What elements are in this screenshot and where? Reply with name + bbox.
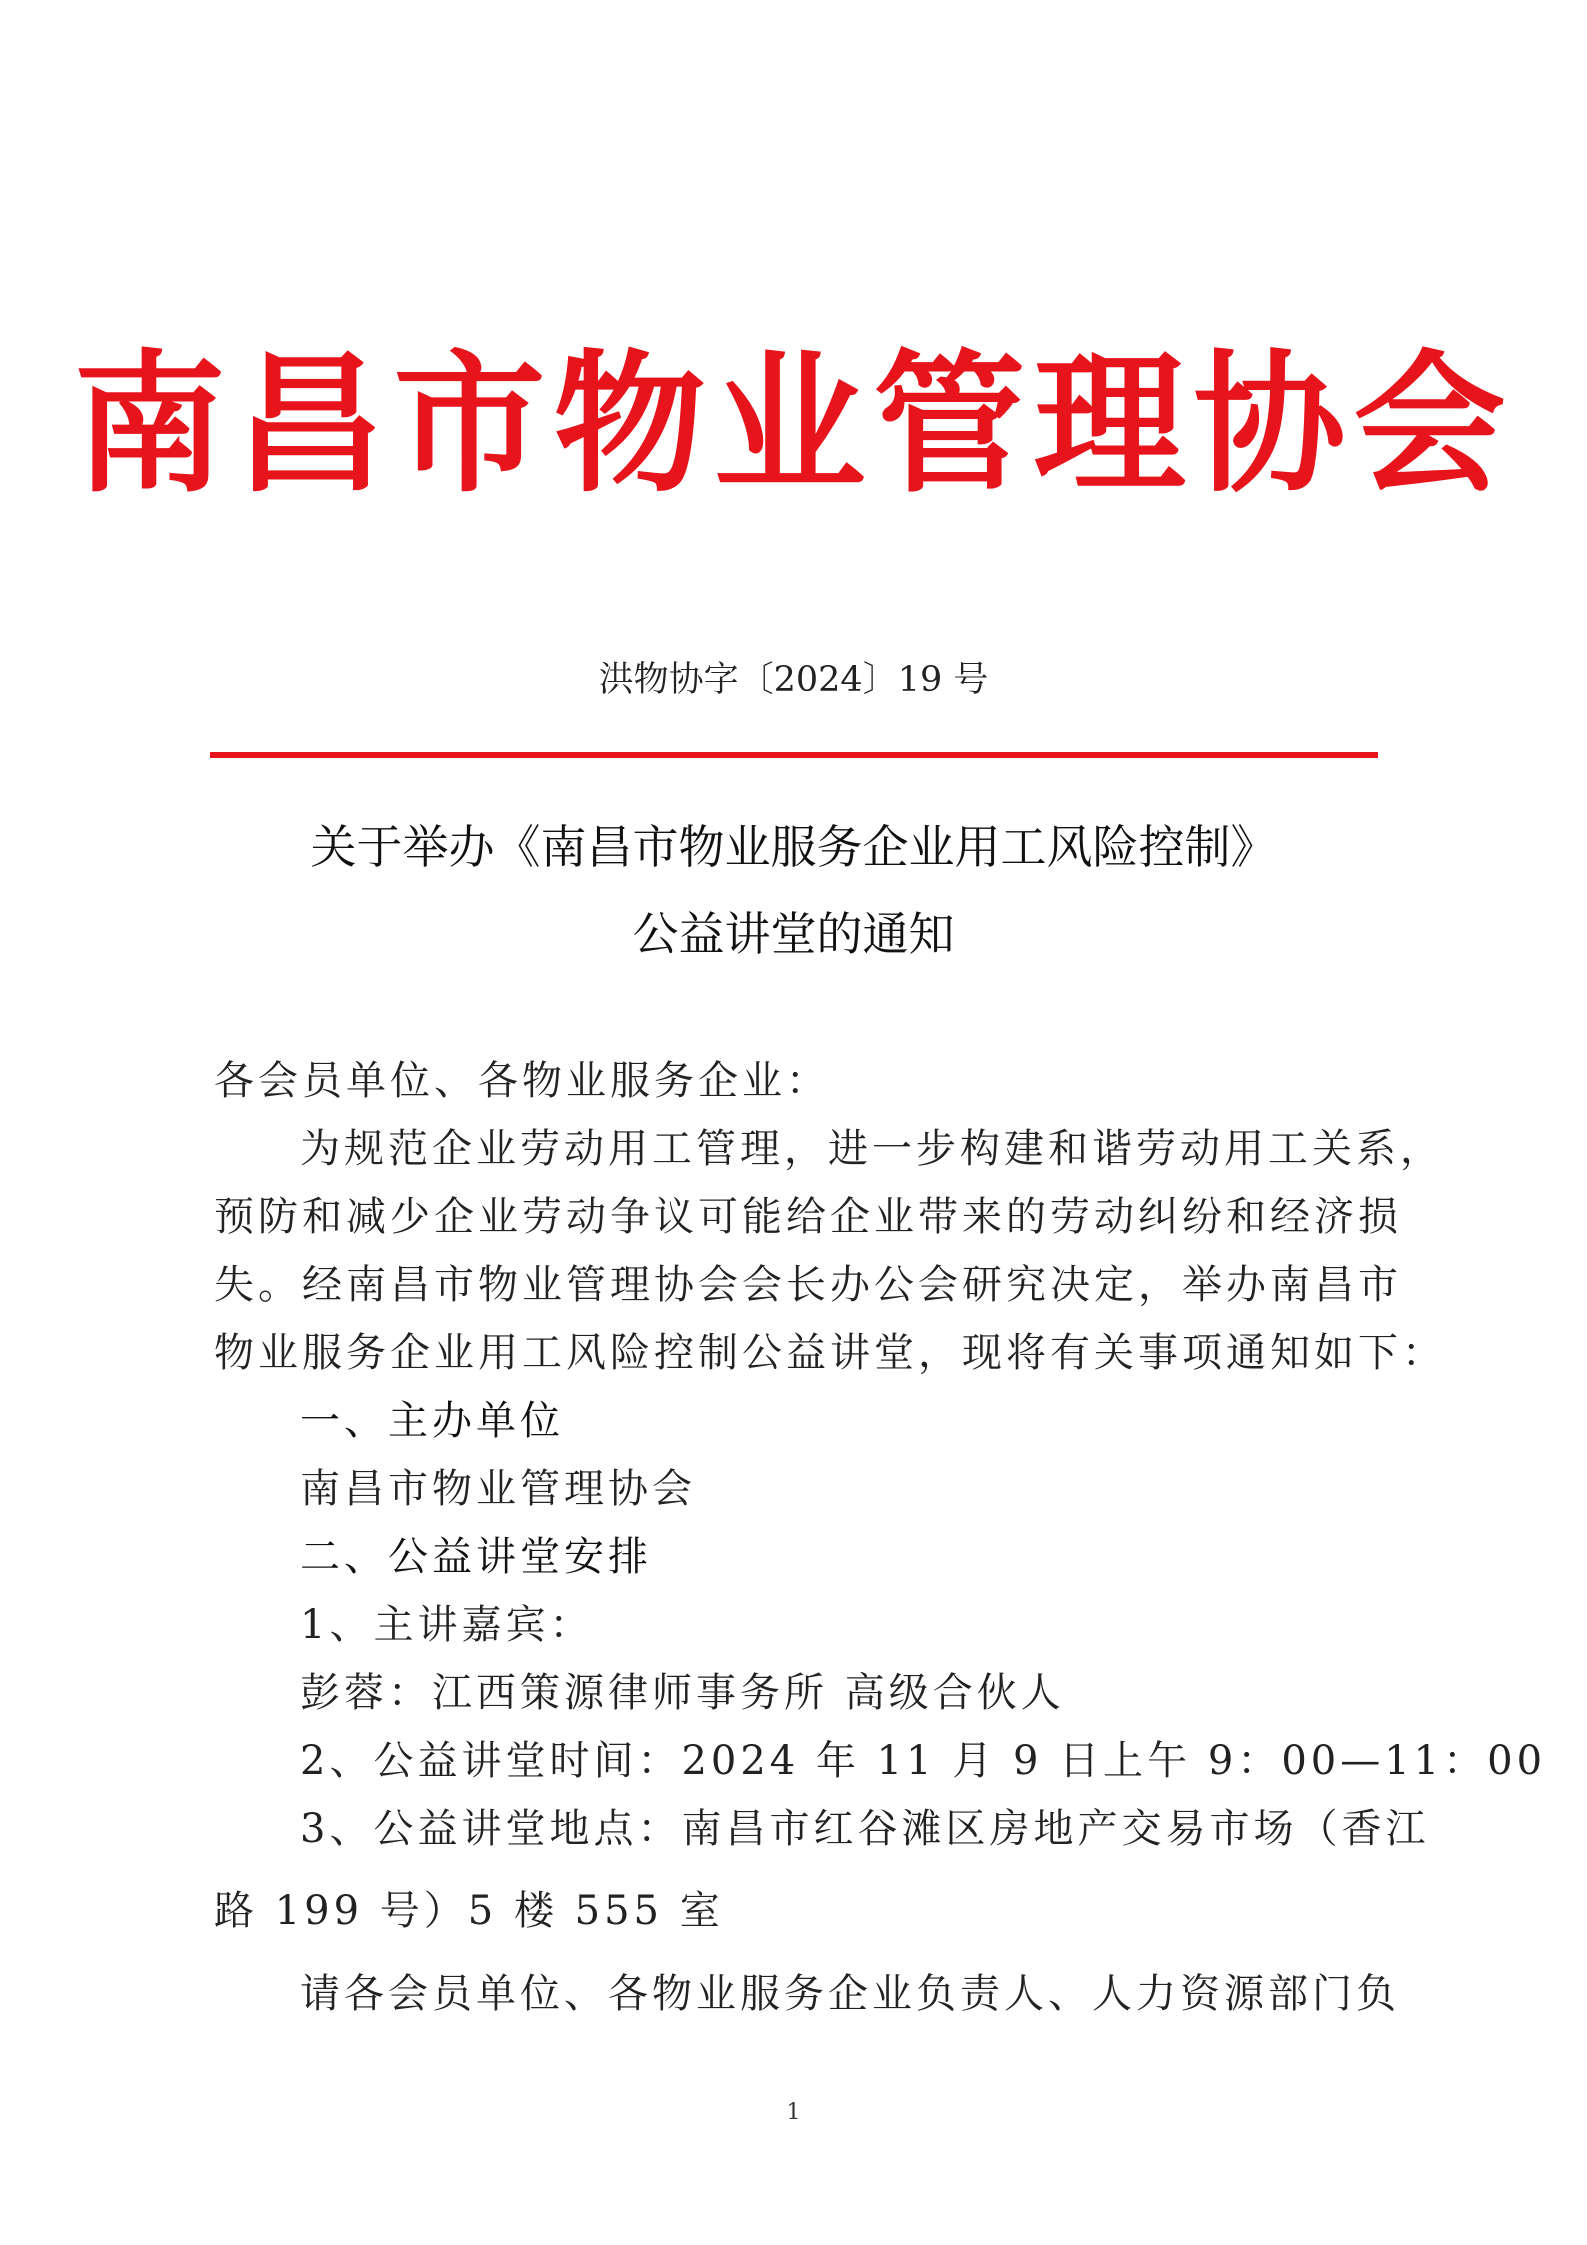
- closing-paragraph-line: 请各会员单位、各物业服务企业负责人、人力资源部门负: [300, 1971, 1400, 2017]
- section-heading-organizer: 一、主办单位: [300, 1398, 564, 1444]
- page-number: 1: [786, 2100, 801, 2125]
- lecture-location-line-2: 路 199 号）5 楼 555 室: [214, 1888, 724, 1934]
- letterhead-red-divider: [210, 752, 1378, 758]
- intro-paragraph-line: 为规范企业劳动用工管理，进一步构建和谐劳动用工关系，: [300, 1126, 1444, 1172]
- organizer-name: 南昌市物业管理协会: [300, 1466, 696, 1512]
- organization-letterhead-title: 南昌市物业管理协会: [73, 336, 1514, 513]
- document-number: 洪物协字〔2024〕19 号: [598, 660, 989, 700]
- intro-paragraph-line: 失。经南昌市物业管理协会会长办公会研究决定，举办南昌市: [214, 1262, 1402, 1308]
- lecture-time: 2、公益讲堂时间：2024 年 11 月 9 日上午 9：00—11：00: [300, 1738, 1547, 1784]
- speaker-detail: 彭蓉：江西策源律师事务所 高级合伙人: [300, 1670, 1065, 1716]
- notice-title-line-1: 关于举办《南昌市物业服务企业用工风险控制》: [310, 820, 1277, 874]
- section-heading-arrangement: 二、公益讲堂安排: [300, 1534, 652, 1580]
- lecture-location-line-1: 3、公益讲堂地点：南昌市红谷滩区房地产交易市场（香江: [300, 1806, 1430, 1852]
- speaker-label: 1、主讲嘉宾：: [300, 1602, 594, 1648]
- intro-paragraph-line: 物业服务企业用工风险控制公益讲堂，现将有关事项通知如下：: [214, 1330, 1446, 1376]
- intro-paragraph-line: 预防和减少企业劳动争议可能给企业带来的劳动纠纷和经济损: [214, 1194, 1402, 1240]
- salutation: 各会员单位、各物业服务企业：: [214, 1058, 830, 1104]
- notice-title-line-2: 公益讲堂的通知: [632, 907, 955, 961]
